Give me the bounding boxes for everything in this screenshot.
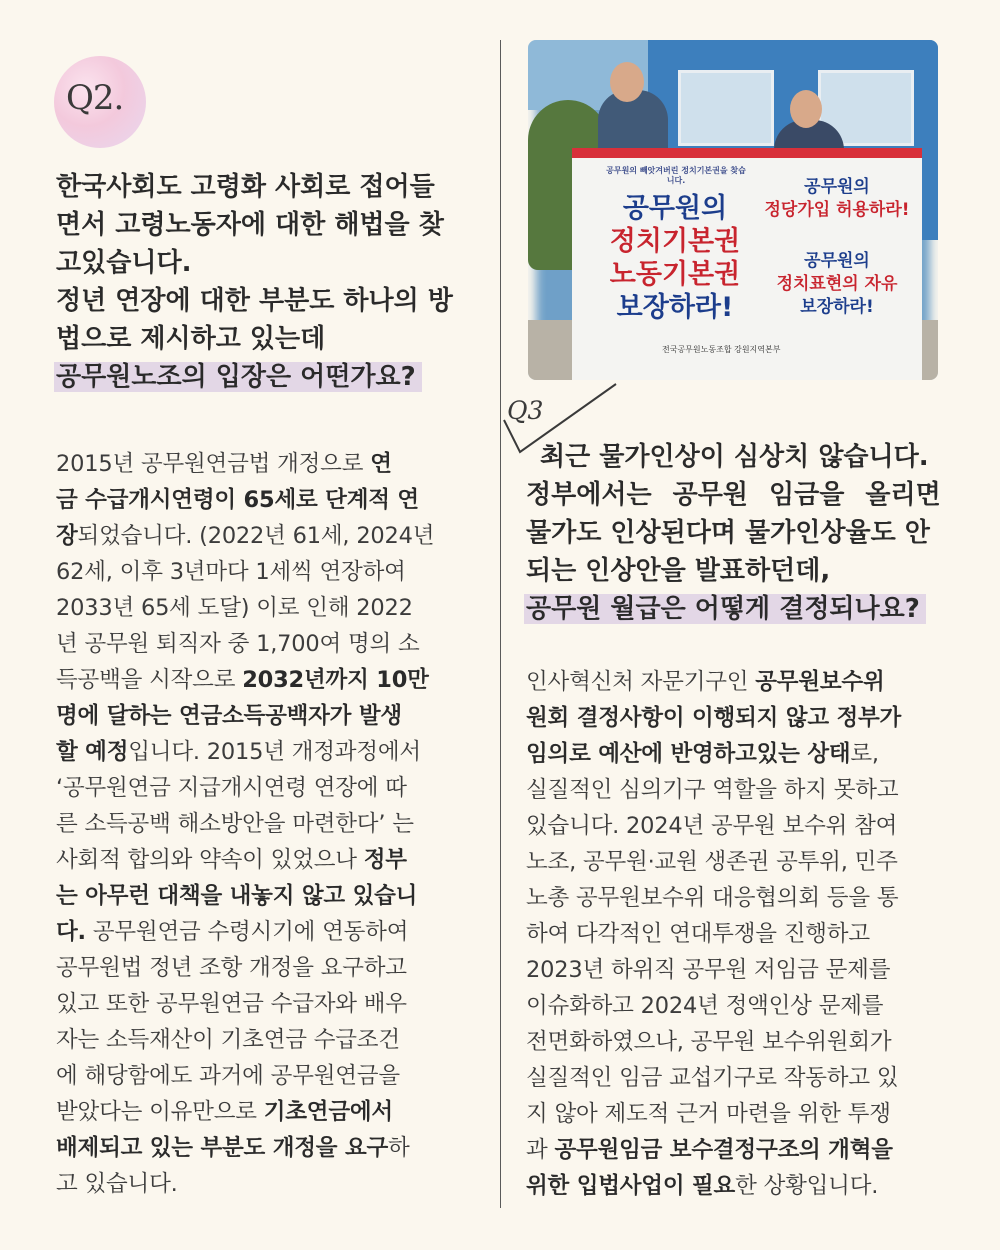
banner-left-text bbox=[590, 192, 760, 324]
answer-line bbox=[56, 482, 434, 518]
answer-line bbox=[526, 1024, 901, 1060]
answer-text: 인사혁신처 자문기구인 bbox=[526, 669, 756, 695]
banner-left-line: 보장하라! bbox=[616, 292, 734, 323]
answer-emphasis: 다. bbox=[56, 919, 86, 945]
answer-line bbox=[56, 1166, 434, 1202]
protest-photo bbox=[528, 40, 938, 380]
answer-text: 전면화하였으나, 공무원 보수위원회가 bbox=[526, 1029, 892, 1055]
banner-left-line: 노동기본권 bbox=[609, 259, 741, 290]
answer-emphasis: 위한 입법사업이 필요 bbox=[526, 1173, 736, 1199]
answer-line bbox=[526, 736, 901, 772]
banner-right-line: 공무원의 bbox=[804, 251, 870, 271]
answer-text: 한 상황입니다. bbox=[735, 1173, 879, 1199]
photo-face-left bbox=[610, 62, 644, 102]
q2-question-line: 면서 고령노동자에 대한 해법을 찾 bbox=[56, 210, 444, 240]
answer-emphasis: 2032년까지 10만 bbox=[242, 667, 429, 693]
banner-left-line: 정치기본권 bbox=[609, 226, 741, 257]
banner-right-top-text bbox=[762, 176, 912, 222]
photo-face-right bbox=[790, 90, 822, 128]
answer-line bbox=[526, 1132, 901, 1168]
answer-line bbox=[56, 446, 434, 482]
answer-text: ‘공무원연금 지급개시연령 연장에 따 bbox=[56, 775, 407, 801]
answer-text: 노총 공무원보수위 대응협의회 등을 통 bbox=[526, 885, 899, 911]
answer-text: 지 않아 제도적 근거 마련을 위한 투쟁 bbox=[526, 1101, 891, 1127]
answer-line bbox=[526, 1096, 901, 1132]
answer-text: 공무원법 정년 조항 개정을 요구하고 bbox=[56, 955, 407, 981]
q2-question-highlight: 공무원노조의 입장은 어떤가요? bbox=[54, 362, 422, 392]
answer-text: 하 bbox=[388, 1135, 410, 1161]
answer-text: 62세, 이후 3년마다 1세씩 연장하여 bbox=[56, 559, 406, 585]
answer-text: 득공백을 시작으로 bbox=[56, 667, 243, 693]
answer-line bbox=[56, 842, 434, 878]
column-divider bbox=[500, 40, 501, 1208]
answer-emphasis: 임의로 예산에 반영하고있는 상태 bbox=[526, 741, 851, 767]
answer-line bbox=[526, 880, 901, 916]
answer-emphasis: 금 수급개시연령이 65세로 단계적 연 bbox=[56, 487, 419, 513]
banner-small-text: 공무원의 빼앗겨버린 정치기본권을 찾습니다. bbox=[606, 166, 746, 185]
banner-right-line: 공무원의 bbox=[804, 177, 870, 197]
answer-text: 받았다는 이유만으로 bbox=[56, 1099, 264, 1125]
answer-text: 있습니다. 2024년 공무원 보수위 참여 bbox=[526, 813, 898, 839]
answer-line bbox=[56, 626, 434, 662]
banner-right-line: 보장하라! bbox=[800, 297, 874, 317]
protest-banner bbox=[572, 148, 922, 380]
q2-question bbox=[56, 168, 453, 396]
answer-text: 있고 또한 공무원연금 수급자와 배우 bbox=[56, 991, 407, 1017]
answer-text: 에 해당함에도 과거에 공무원연금을 bbox=[56, 1063, 400, 1089]
banner-right-line: 정당가입 허용하라! bbox=[764, 200, 910, 220]
answer-line bbox=[526, 808, 901, 844]
answer-text: 2033년 65세 도달) 이로 인해 2022 bbox=[56, 595, 413, 621]
q3-question-line: 되는 인상안을 발표하던데, bbox=[526, 556, 831, 586]
answer-line bbox=[56, 986, 434, 1022]
answer-text: 되었습니다. (2022년 61세, 2024년 bbox=[77, 523, 435, 549]
q3-question-highlight: 공무원 월급은 어떻게 결정되나요? bbox=[524, 594, 926, 624]
answer-line bbox=[56, 806, 434, 842]
answer-text: 2023년 하위직 공무원 저임금 문제를 bbox=[526, 957, 891, 983]
answer-emphasis: 정부 bbox=[363, 847, 407, 873]
answer-line bbox=[526, 700, 901, 736]
answer-text: 실질적인 심의기구 역할을 하지 못하고 bbox=[526, 777, 899, 803]
q2-question-line: 한국사회도 고령화 사회로 접어들 bbox=[56, 172, 435, 202]
q3-answer bbox=[526, 664, 901, 1204]
answer-text: 사회적 합의와 약속이 있었으나 bbox=[56, 847, 364, 873]
answer-text: 년 공무원 퇴직자 중 1,700여 명의 소 bbox=[56, 631, 420, 657]
answer-text: 노조, 공무원·교원 생존권 공투위, 민주 bbox=[526, 849, 898, 875]
answer-text: 실질적인 임금 교섭기구로 작동하고 있 bbox=[526, 1065, 899, 1091]
q3-question-first bbox=[540, 438, 929, 476]
answer-line bbox=[56, 518, 434, 554]
answer-emphasis: 기초연금에서 bbox=[263, 1099, 393, 1125]
answer-text: 과 bbox=[526, 1137, 555, 1163]
answer-line bbox=[56, 734, 434, 770]
answer-emphasis: 배제되고 있는 부분도 개정을 요구 bbox=[56, 1135, 389, 1161]
q3-question-line: 최근 물가인상이 심상치 않습니다. bbox=[540, 442, 929, 472]
answer-text: 공무원연금 수령시기에 연동하여 bbox=[85, 919, 409, 945]
q2-badge-label: Q2. bbox=[66, 78, 124, 118]
answer-line bbox=[526, 844, 901, 880]
answer-line bbox=[526, 664, 901, 700]
answer-line bbox=[56, 1094, 434, 1130]
banner-left-line: 공무원의 bbox=[622, 193, 728, 224]
answer-line bbox=[56, 950, 434, 986]
q2-question-line: 고있습니다. bbox=[56, 248, 192, 278]
answer-text: 로, bbox=[850, 741, 879, 767]
answer-emphasis: 는 아무런 대책을 내놓지 않고 있습니 bbox=[56, 883, 418, 909]
q3-question-line: 정부에서는 공무원 임금을 올리면 bbox=[526, 480, 941, 510]
answer-line bbox=[526, 916, 901, 952]
q3-question bbox=[526, 476, 941, 628]
answer-emphasis: 할 예정 bbox=[56, 739, 129, 765]
answer-line bbox=[526, 1060, 901, 1096]
answer-line bbox=[56, 1058, 434, 1094]
answer-line bbox=[56, 878, 434, 914]
answer-text: 이슈화하고 2024년 정액인상 문제를 bbox=[526, 993, 884, 1019]
answer-emphasis: 연 bbox=[370, 451, 392, 477]
banner-right-line: 정치표현의 자유 bbox=[776, 274, 898, 294]
answer-text: 2015년 공무원연금법 개정으로 bbox=[56, 451, 371, 477]
answer-text: 른 소득공백 해소방안을 마련한다’ 는 bbox=[56, 811, 414, 837]
answer-text: 고 있습니다. bbox=[56, 1171, 178, 1197]
answer-text: 자는 소득재산이 기초연금 수급조건 bbox=[56, 1027, 400, 1053]
banner-right-bottom-text bbox=[762, 250, 912, 319]
answer-line bbox=[56, 1022, 434, 1058]
answer-text: 하여 다각적인 연대투쟁을 진행하고 bbox=[526, 921, 870, 947]
answer-emphasis: 공무원보수위 bbox=[755, 669, 885, 695]
answer-line bbox=[526, 988, 901, 1024]
answer-line bbox=[526, 952, 901, 988]
answer-line bbox=[526, 772, 901, 808]
banner-footer: 전국공무원노동조합 강원지역본부 bbox=[662, 345, 781, 354]
answer-line bbox=[526, 1168, 901, 1204]
answer-line bbox=[56, 914, 434, 950]
answer-text: 입니다. 2015년 개정과정에서 bbox=[128, 739, 421, 765]
answer-emphasis: 공무원임금 보수결정구조의 개혁을 bbox=[554, 1137, 893, 1163]
answer-emphasis: 장 bbox=[56, 523, 78, 549]
q2-question-line: 법으로 제시하고 있는데 bbox=[56, 324, 326, 354]
q3-badge-label: Q3 bbox=[507, 396, 544, 425]
q3-question-line: 물가도 인상된다며 물가인상율도 안 bbox=[526, 518, 930, 548]
answer-line bbox=[56, 554, 434, 590]
answer-line bbox=[56, 662, 434, 698]
answer-line bbox=[56, 698, 434, 734]
answer-line bbox=[56, 590, 434, 626]
answer-emphasis: 명에 달하는 연금소득공백자가 발생 bbox=[56, 703, 402, 729]
photo-window bbox=[678, 70, 774, 146]
answer-emphasis: 원회 결정사항이 이행되지 않고 정부가 bbox=[526, 705, 902, 731]
answer-line bbox=[56, 770, 434, 806]
answer-line bbox=[56, 1130, 434, 1166]
q2-question-line: 정년 연장에 대한 부분도 하나의 방 bbox=[56, 286, 453, 316]
q2-answer bbox=[56, 446, 434, 1202]
